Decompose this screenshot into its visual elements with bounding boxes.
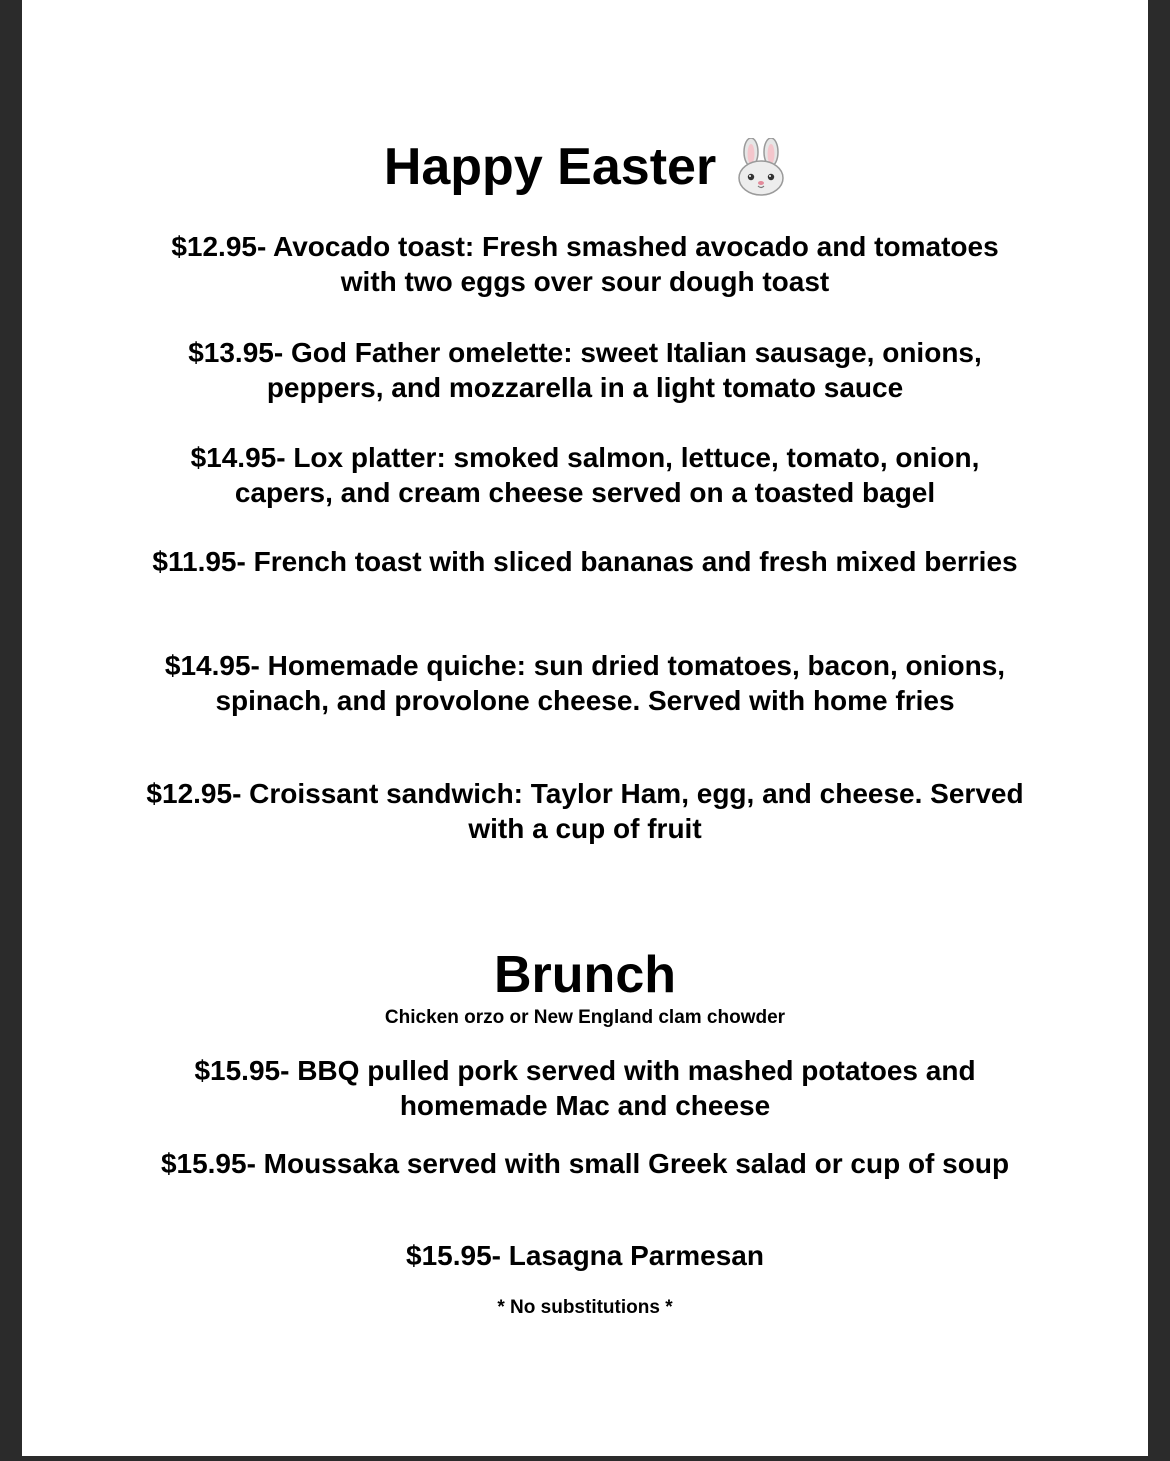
- brunch-heading: Brunch: [494, 946, 676, 1004]
- menu-item-god-father-omelette: $13.95- God Father omelette: sweet Italian sausage, onions, peppers, and mozzarella in a light tomato sauce: [188, 337, 982, 403]
- menu-item-french-toast: $11.95- French toast with sliced bananas and fresh mixed berries: [152, 546, 1018, 577]
- bunny-face-icon: [736, 138, 786, 196]
- no-substitutions-note: * No substitutions *: [497, 1297, 673, 1318]
- menu-item-avocado-toast: $12.95- Avocado toast: Fresh smashed avocado and tomatoes with two eggs over sour dough toast: [171, 231, 999, 297]
- menu-page: [22, 0, 1148, 1456]
- easter-heading: [22, 134, 1148, 200]
- brunch-soup-subtitle: Chicken orzo or New England clam chowder: [384, 1007, 786, 1028]
- menu-item-bbq-pulled-pork: $15.95- BBQ pulled pork served with mashed potatoes and homemade Mac and cheese: [194, 1055, 976, 1121]
- menu-item-croissant-sandwich: $12.95- Croissant sandwich: Taylor Ham, egg, and cheese. Served with a cup of fruit: [146, 778, 1024, 844]
- menu-item-lasagna-parmesan: $15.95- Lasagna Parmesan: [406, 1240, 764, 1271]
- easter-title-text: Happy Easter: [383, 138, 717, 196]
- menu-item-moussaka: $15.95- Moussaka served with small Greek salad or cup of soup: [160, 1148, 1010, 1179]
- menu-item-homemade-quiche: $14.95- Homemade quiche: sun dried tomatoes, bacon, onions, spinach, and provolone cheese. Served with home fries: [164, 650, 1006, 716]
- menu-item-lox-platter: $14.95- Lox platter: smoked salmon, lettuce, tomato, onion, capers, and cream cheese served on a toasted bagel: [190, 442, 980, 508]
